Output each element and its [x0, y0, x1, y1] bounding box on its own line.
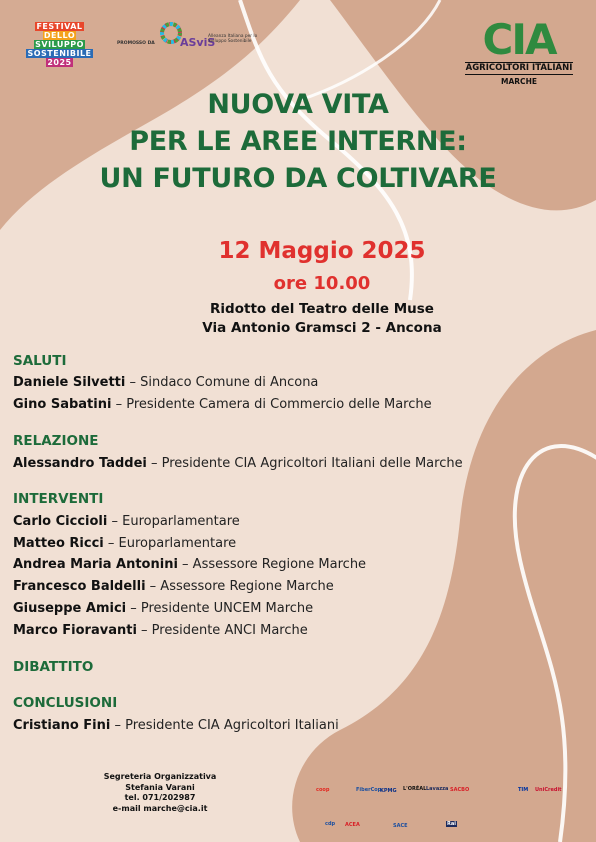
speaker-role: – Presidente ANCI Marche [136, 623, 308, 638]
asvis-wheel-icon [160, 22, 182, 44]
segreteria-title: Segreteria Organizzativa [103, 772, 217, 781]
section-relazione: RELAZIONE [13, 433, 99, 449]
section-conclusioni: CONCLUSIONI [13, 695, 118, 711]
sponsor-logo: KPMG [380, 788, 397, 794]
speaker-name: Matteo Ricci [13, 536, 104, 551]
speaker-role: – Presidente CIA Agricoltori Italiani [110, 718, 339, 733]
speaker-name: Gino Sabatini [13, 397, 112, 412]
section-interventi: INTERVENTI [13, 491, 104, 507]
speaker-name: Marco Fioravanti [13, 623, 137, 638]
sponsor-logo: UniCredit [535, 787, 562, 793]
asvis-full-name: Alleanza Italiana per lo Sviluppo Sostenibile [208, 34, 258, 44]
venue-address: Via Antonio Gramsci 2 - Ancona [202, 320, 442, 336]
event-date: 12 Maggio 2025 [218, 238, 426, 264]
cia-subtitle: AGRICOLTORI ITALIANI [465, 63, 573, 73]
festival-line: SVILUPPO [35, 40, 84, 49]
speaker-line [13, 557, 366, 572]
venue-name: Ridotto del Teatro delle Muse [210, 301, 434, 317]
title-line: NUOVA VITA [207, 89, 389, 120]
festival-line: FESTIVAL [36, 22, 83, 31]
segreteria-email: e-mail marche@cia.it [112, 803, 208, 813]
speaker-role: – Presidente UNCEM Marche [126, 601, 314, 616]
event-venue [0, 300, 596, 338]
speaker-role: – Assessore Regione Marche [145, 579, 334, 594]
sponsor-logo: FiberCop [356, 787, 382, 793]
segreteria-name: Stefania Varani [125, 782, 195, 792]
speaker-role: – Presidente CIA Agricoltori Italiani delle Marche [146, 456, 463, 471]
section-dibattito: DIBATTITO [13, 659, 94, 675]
speaker-name: Carlo Ciccioli [13, 514, 108, 529]
festival-line: DELLO [43, 31, 76, 40]
asvis-logo-text: ASviS [180, 36, 216, 49]
festival-line: SOSTENIBILE [27, 49, 92, 58]
sponsor-logo: Rai [447, 821, 456, 827]
sponsor-logo: TIM [518, 787, 529, 793]
speaker-name: Alessandro Taddei [13, 456, 147, 471]
cia-logo [465, 15, 573, 86]
speaker-line [13, 579, 334, 594]
speaker-role: – Presidente Camera di Commercio delle Marche [111, 397, 432, 412]
event-time: ore 10.00 [273, 273, 371, 294]
promosso-da-label: PROMOSSO DA [117, 41, 155, 46]
speaker-role: – Europarlamentare [107, 514, 240, 529]
speaker-line [13, 456, 463, 471]
event-title [0, 86, 596, 197]
cia-region: MARCHE [501, 77, 537, 86]
sponsor-logo: SACE [393, 823, 408, 829]
section-saluti: SALUTI [13, 353, 67, 369]
speaker-role: – Europarlamentare [103, 536, 237, 551]
speaker-name: Daniele Silvetti [13, 375, 126, 390]
title-line: PER LE AREE INTERNE: [129, 126, 467, 157]
speaker-name: Francesco Baldelli [13, 579, 146, 594]
speaker-role: – Sindaco Comune di Ancona [125, 375, 319, 390]
sponsor-logo: ACEA [345, 822, 360, 828]
speaker-line [13, 375, 318, 390]
segreteria-block [100, 772, 220, 814]
speaker-line [13, 718, 339, 733]
speaker-name: Giuseppe Amici [13, 601, 127, 616]
speaker-line [13, 623, 308, 638]
festival-logo [12, 22, 107, 67]
sponsor-logo: Lavazza [426, 786, 449, 792]
sponsor-logo: cdp [325, 821, 336, 827]
festival-line: 2025 [47, 58, 72, 67]
speaker-line [13, 514, 240, 529]
speaker-line [13, 536, 236, 551]
title-line: UN FUTURO DA COLTIVARE [99, 163, 497, 194]
speaker-name: Andrea Maria Antonini [13, 557, 178, 572]
speaker-line [13, 397, 432, 412]
speaker-role: – Assessore Regione Marche [177, 557, 367, 572]
cia-mark: CIA [482, 15, 556, 64]
speaker-name: Cristiano Fini [13, 718, 111, 733]
sponsor-logo: SACBO [450, 787, 470, 793]
sponsor-logo: coop [316, 787, 330, 793]
segreteria-tel: tel. 071/202987 [124, 793, 196, 802]
speaker-line [13, 601, 313, 616]
sponsor-logo: L'ORÉAL [403, 786, 427, 792]
